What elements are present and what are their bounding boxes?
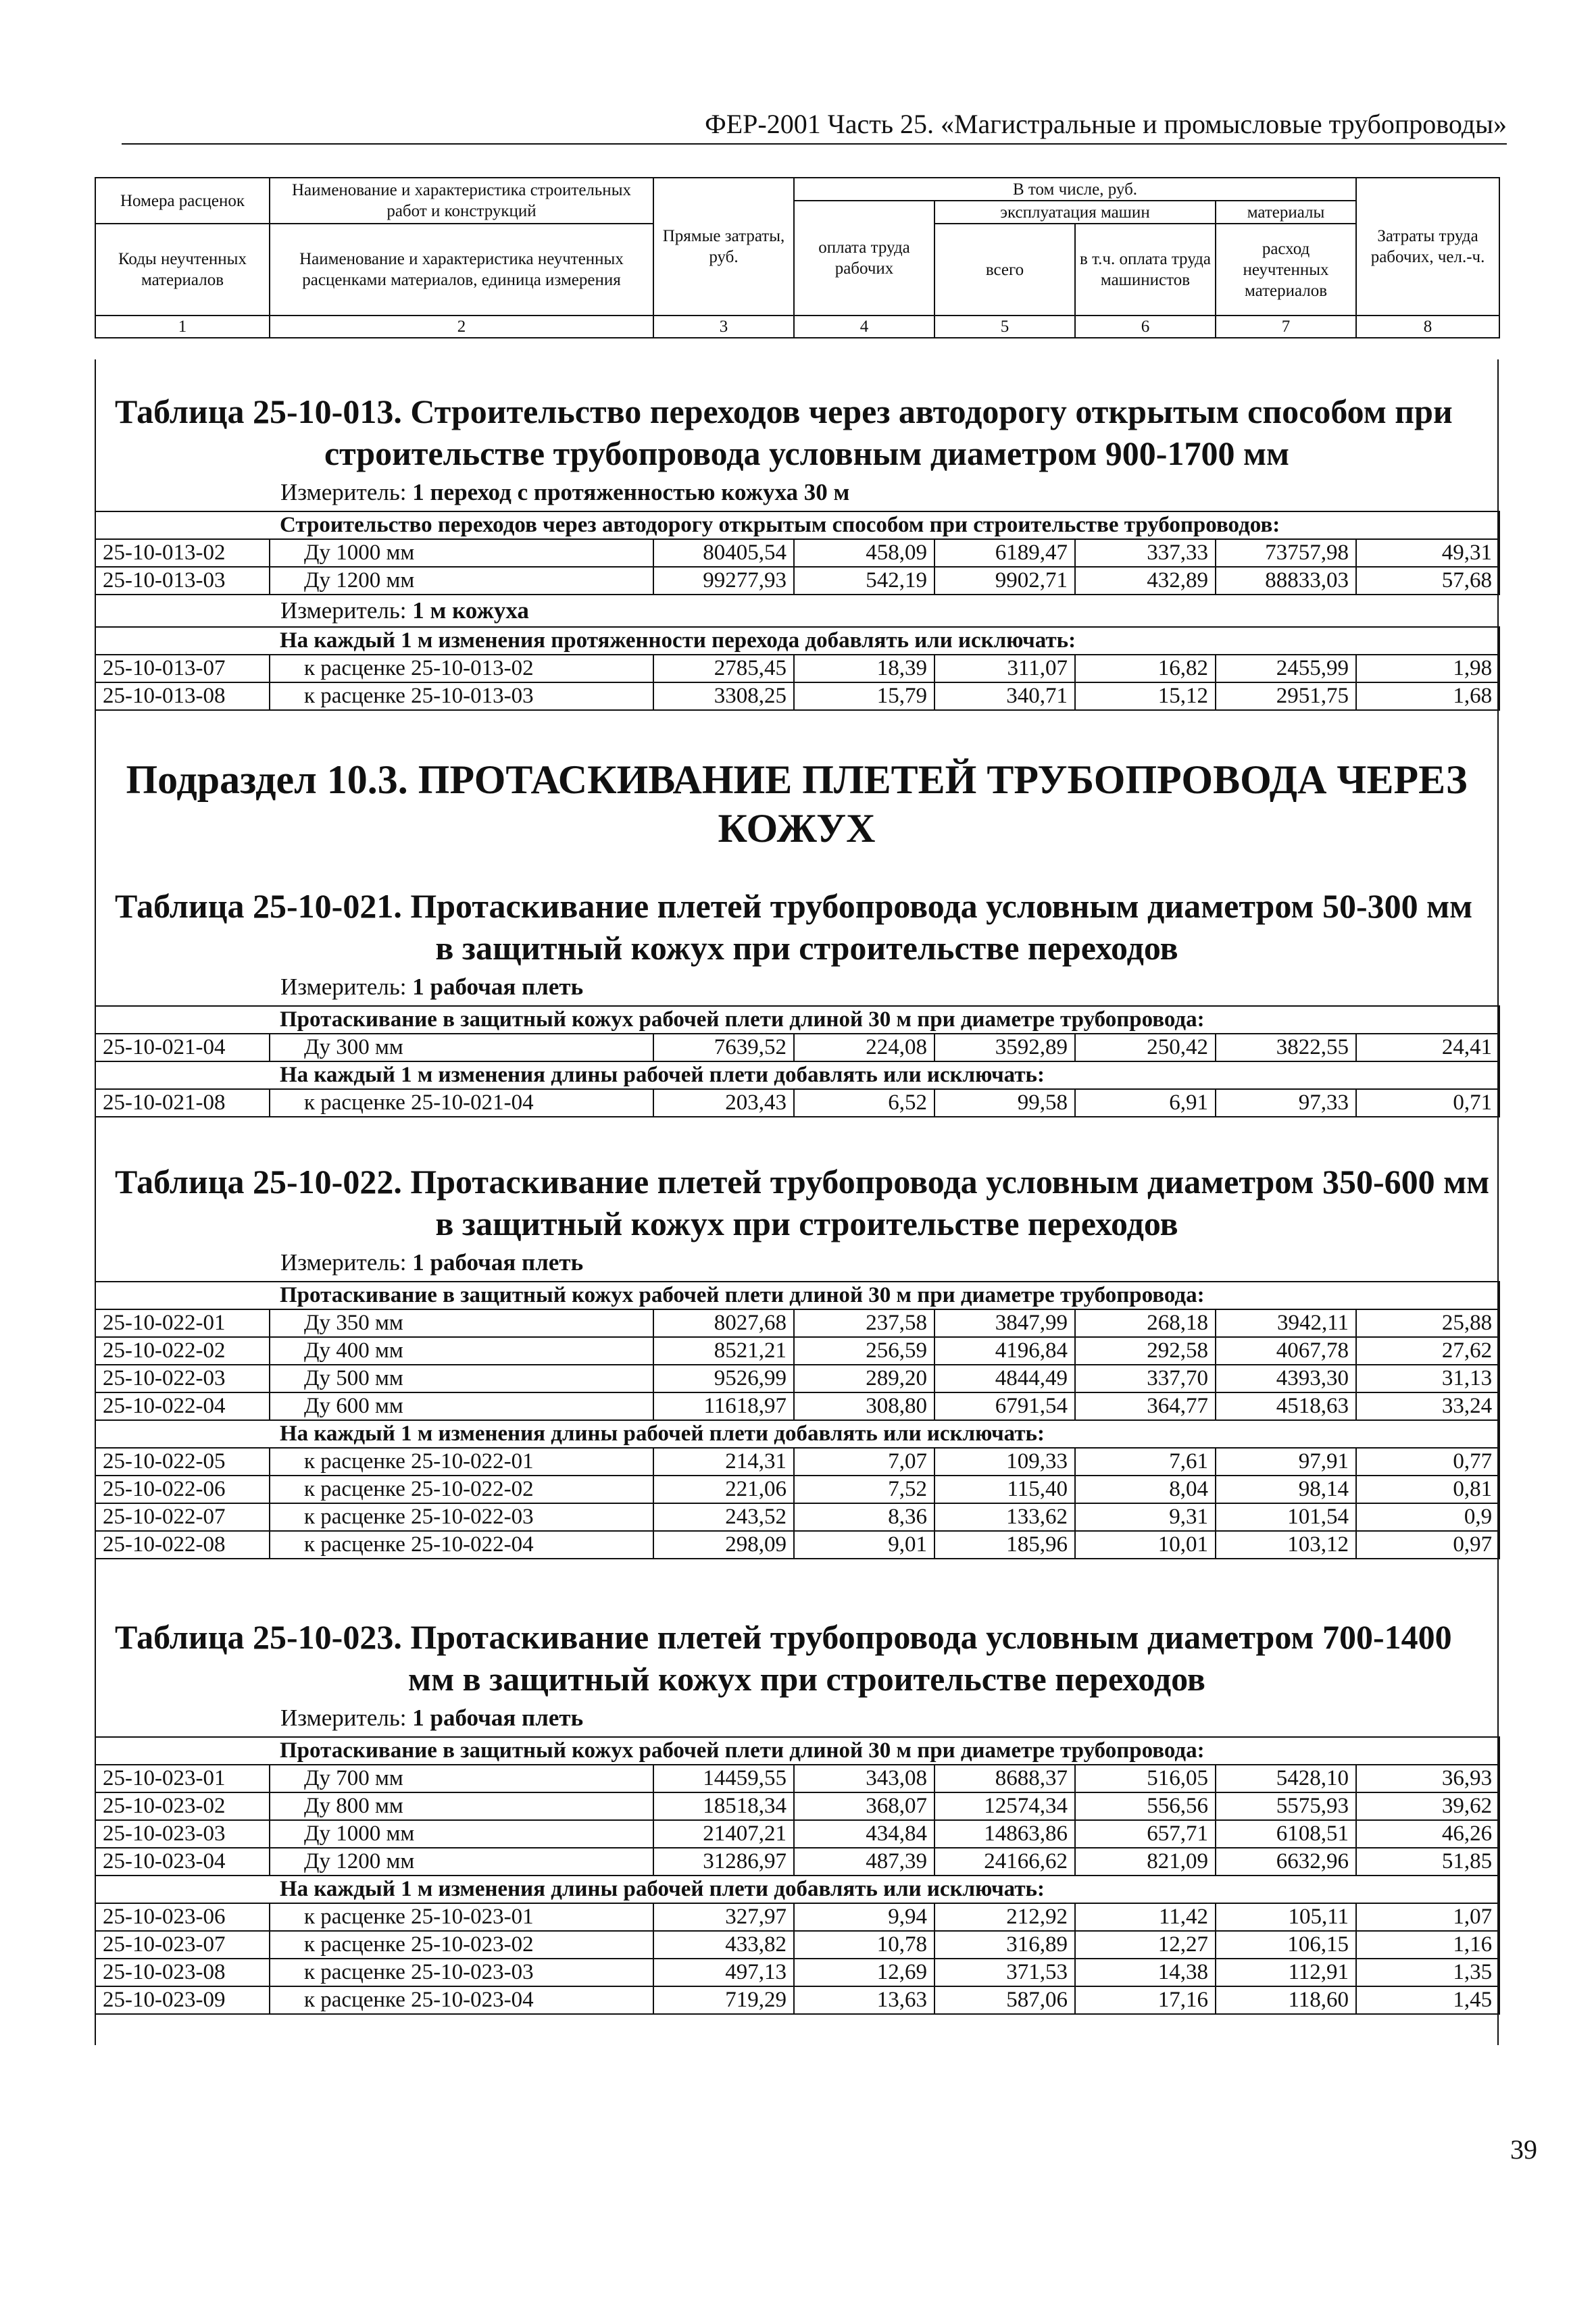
rate-code-cell: 25-10-022-04 xyxy=(95,1392,270,1420)
col-header-direct-cost: Прямые затраты, руб. xyxy=(653,178,794,316)
rate-code-cell: 25-10-022-03 xyxy=(95,1365,270,1392)
operators-wages-cell: 9,31 xyxy=(1075,1503,1216,1531)
material-use-cell: 112,91 xyxy=(1216,1959,1356,1986)
wages-cell: 18,39 xyxy=(794,655,934,682)
col-header-machines: эксплуатация машин xyxy=(934,201,1216,224)
labor-hours-cell: 0,77 xyxy=(1356,1448,1499,1476)
labor-hours-cell: 0,81 xyxy=(1356,1476,1499,1503)
table-row xyxy=(95,1903,1499,1931)
table-meter: Измеритель: 1 рабочая плеть xyxy=(280,1249,584,1276)
machines-total-cell: 99,58 xyxy=(934,1089,1075,1117)
rate-name-cell: Ду 350 мм xyxy=(270,1309,653,1337)
rates-table xyxy=(95,1736,1500,2015)
labor-hours-cell: 39,62 xyxy=(1356,1792,1499,1820)
rate-name-cell: Ду 1000 мм xyxy=(270,1820,653,1848)
machines-total-cell: 311,07 xyxy=(934,655,1075,682)
table-row xyxy=(95,1392,1499,1420)
running-header: ФЕР-2001 Часть 25. «Магистральные и промысловые трубопроводы» xyxy=(705,109,1507,139)
col-header-material-use: расход неучтенных материалов xyxy=(1216,224,1356,316)
machines-total-cell: 185,96 xyxy=(934,1531,1075,1559)
table-row xyxy=(95,1531,1499,1559)
material-use-cell: 103,12 xyxy=(1216,1531,1356,1559)
rate-name-cell: Ду 1200 мм xyxy=(270,1848,653,1876)
labor-hours-cell: 51,85 xyxy=(1356,1848,1499,1876)
operators-wages-cell: 432,89 xyxy=(1075,567,1216,595)
machines-total-cell: 8688,37 xyxy=(934,1765,1075,1792)
direct-cost-cell: 2785,45 xyxy=(653,655,794,682)
operators-wages-cell: 14,38 xyxy=(1075,1959,1216,1986)
labor-hours-cell: 49,31 xyxy=(1356,539,1499,567)
rate-name-cell: Ду 1000 мм xyxy=(270,539,653,567)
direct-cost-cell: 14459,55 xyxy=(653,1765,794,1792)
machines-total-cell: 340,71 xyxy=(934,682,1075,710)
direct-cost-cell: 3308,25 xyxy=(653,682,794,710)
wages-cell: 368,07 xyxy=(794,1792,934,1820)
wages-cell: 458,09 xyxy=(794,539,934,567)
group-header-row xyxy=(95,1282,1499,1309)
operators-wages-cell: 292,58 xyxy=(1075,1337,1216,1365)
operators-wages-cell: 12,27 xyxy=(1075,1931,1216,1959)
labor-hours-cell: 0,97 xyxy=(1356,1531,1499,1559)
table-row xyxy=(95,1931,1499,1959)
rate-code-cell: 25-10-023-09 xyxy=(95,1986,270,2014)
rate-name-cell: Ду 700 мм xyxy=(270,1765,653,1792)
header-rule xyxy=(122,143,1507,145)
rates-table xyxy=(95,511,1500,595)
table-row xyxy=(95,1792,1499,1820)
rate-code-cell: 25-10-023-04 xyxy=(95,1848,270,1876)
labor-hours-cell: 1,35 xyxy=(1356,1959,1499,1986)
col-number: 5 xyxy=(934,316,1075,338)
direct-cost-cell: 8027,68 xyxy=(653,1309,794,1337)
table-title: Таблица 25-10-021. Протаскивание плетей трубопровода условным диаметром 50-300 мм в защитный кожух при строительстве переходов xyxy=(115,887,1473,967)
direct-cost-cell: 327,97 xyxy=(653,1903,794,1931)
col-number: 3 xyxy=(653,316,794,338)
machines-total-cell: 3592,89 xyxy=(934,1034,1075,1061)
group-header-row xyxy=(95,1876,1499,1903)
material-use-cell: 4067,78 xyxy=(1216,1337,1356,1365)
rate-name-cell: к расценке 25-10-023-03 xyxy=(270,1959,653,1986)
machines-total-cell: 212,92 xyxy=(934,1903,1075,1931)
rate-name-cell: Ду 800 мм xyxy=(270,1792,653,1820)
table-25-10-013 xyxy=(95,391,1499,711)
rate-code-cell: 25-10-013-03 xyxy=(95,567,270,595)
group-header-row xyxy=(95,1006,1499,1034)
wages-cell: 13,63 xyxy=(794,1986,934,2014)
table-row xyxy=(95,1448,1499,1476)
col-number: 8 xyxy=(1356,316,1499,338)
col-number: 2 xyxy=(270,316,653,338)
material-use-cell: 88833,03 xyxy=(1216,567,1356,595)
rate-code-cell: 25-10-013-02 xyxy=(95,539,270,567)
table-row xyxy=(95,1986,1499,2014)
direct-cost-cell: 221,06 xyxy=(653,1476,794,1503)
rate-name-cell: к расценке 25-10-023-04 xyxy=(270,1986,653,2014)
table-meter: Измеритель: 1 рабочая плеть xyxy=(280,1705,584,1731)
table-25-10-021 xyxy=(95,885,1499,1117)
material-use-cell: 6108,51 xyxy=(1216,1820,1356,1848)
material-use-cell: 3942,11 xyxy=(1216,1309,1356,1337)
group-header: Строительство переходов через автодорогу открытым способом при строительстве трубопроводов: xyxy=(95,511,1499,539)
machines-total-cell: 4844,49 xyxy=(934,1365,1075,1392)
table-title: Таблица 25-10-013. Строительство переходов через автодорогу открытым способом при строительстве трубопровода условным диаметром 900-1700 мм xyxy=(115,393,1453,472)
table-row xyxy=(95,1337,1499,1365)
wages-cell: 10,78 xyxy=(794,1931,934,1959)
table-25-10-023 xyxy=(95,1616,1499,2015)
machines-total-cell: 6791,54 xyxy=(934,1392,1075,1420)
material-use-cell: 4518,63 xyxy=(1216,1392,1356,1420)
operators-wages-cell: 250,42 xyxy=(1075,1034,1216,1061)
wages-cell: 6,52 xyxy=(794,1089,934,1117)
wages-cell: 9,01 xyxy=(794,1531,934,1559)
operators-wages-cell: 268,18 xyxy=(1075,1309,1216,1337)
machines-total-cell: 115,40 xyxy=(934,1476,1075,1503)
labor-hours-cell: 33,24 xyxy=(1356,1392,1499,1420)
col-header-including: В том числе, руб. xyxy=(794,178,1356,201)
document-page xyxy=(95,0,1537,2314)
rates-table xyxy=(95,1281,1500,1559)
labor-hours-cell: 24,41 xyxy=(1356,1034,1499,1061)
rate-code-cell: 25-10-022-01 xyxy=(95,1309,270,1337)
labor-hours-cell: 1,68 xyxy=(1356,682,1499,710)
operators-wages-cell: 364,77 xyxy=(1075,1392,1216,1420)
machines-total-cell: 109,33 xyxy=(934,1448,1075,1476)
rate-name-cell: Ду 500 мм xyxy=(270,1365,653,1392)
rate-code-cell: 25-10-022-07 xyxy=(95,1503,270,1531)
wages-cell: 308,80 xyxy=(794,1392,934,1420)
column-header-table xyxy=(95,177,1500,338)
table-row xyxy=(95,1503,1499,1531)
direct-cost-cell: 298,09 xyxy=(653,1531,794,1559)
rate-code-cell: 25-10-021-08 xyxy=(95,1089,270,1117)
rate-code-cell: 25-10-021-04 xyxy=(95,1034,270,1061)
group-header: Протаскивание в защитный кожух рабочей плети длиной 30 м при диаметре трубопровода: xyxy=(95,1282,1499,1309)
rate-code-cell: 25-10-023-07 xyxy=(95,1931,270,1959)
rate-name-cell: к расценке 25-10-013-02 xyxy=(270,655,653,682)
operators-wages-cell: 17,16 xyxy=(1075,1986,1216,2014)
group-header: Протаскивание в защитный кожух рабочей плети длиной 30 м при диаметре трубопровода: xyxy=(95,1006,1499,1034)
machines-total-cell: 587,06 xyxy=(934,1986,1075,2014)
material-use-cell: 98,14 xyxy=(1216,1476,1356,1503)
table-row xyxy=(95,1848,1499,1876)
col-header-materials: материалы xyxy=(1216,201,1356,224)
material-use-cell: 2951,75 xyxy=(1216,682,1356,710)
rate-code-cell: 25-10-023-06 xyxy=(95,1903,270,1931)
operators-wages-cell: 15,12 xyxy=(1075,682,1216,710)
labor-hours-cell: 46,26 xyxy=(1356,1820,1499,1848)
direct-cost-cell: 8521,21 xyxy=(653,1337,794,1365)
table-meter: Измеритель: 1 м кожуха xyxy=(280,597,529,624)
rate-name-cell: Ду 300 мм xyxy=(270,1034,653,1061)
material-use-cell: 118,60 xyxy=(1216,1986,1356,2014)
table-row xyxy=(95,1089,1499,1117)
material-use-cell: 4393,30 xyxy=(1216,1365,1356,1392)
material-use-cell: 101,54 xyxy=(1216,1503,1356,1531)
rate-name-cell: Ду 600 мм xyxy=(270,1392,653,1420)
material-use-cell: 3822,55 xyxy=(1216,1034,1356,1061)
rate-code-cell: 25-10-022-08 xyxy=(95,1531,270,1559)
labor-hours-cell: 36,93 xyxy=(1356,1765,1499,1792)
table-title: Таблица 25-10-022. Протаскивание плетей трубопровода условным диаметром 350-600 мм в защитный кожух при строительстве переходов xyxy=(115,1163,1490,1242)
table-row xyxy=(95,1034,1499,1061)
wages-cell: 7,52 xyxy=(794,1476,934,1503)
direct-cost-cell: 719,29 xyxy=(653,1986,794,2014)
col-number: 1 xyxy=(95,316,270,338)
material-use-cell: 6632,96 xyxy=(1216,1848,1356,1876)
material-use-cell: 5428,10 xyxy=(1216,1765,1356,1792)
rate-name-cell: к расценке 25-10-022-03 xyxy=(270,1503,653,1531)
rate-code-cell: 25-10-023-08 xyxy=(95,1959,270,1986)
wages-cell: 487,39 xyxy=(794,1848,934,1876)
direct-cost-cell: 11618,97 xyxy=(653,1392,794,1420)
labor-hours-cell: 57,68 xyxy=(1356,567,1499,595)
col-number: 7 xyxy=(1216,316,1356,338)
group-header-row xyxy=(95,1061,1499,1089)
machines-total-cell: 316,89 xyxy=(934,1931,1075,1959)
rate-name-cell: Ду 400 мм xyxy=(270,1337,653,1365)
group-header-row xyxy=(95,1420,1499,1448)
operators-wages-cell: 657,71 xyxy=(1075,1820,1216,1848)
machines-total-cell: 371,53 xyxy=(934,1959,1075,1986)
operators-wages-cell: 516,05 xyxy=(1075,1765,1216,1792)
direct-cost-cell: 18518,34 xyxy=(653,1792,794,1820)
col-number: 4 xyxy=(794,316,934,338)
col-header-work-name: Наименование и характеристика строительных работ и конструкций xyxy=(270,178,653,224)
direct-cost-cell: 80405,54 xyxy=(653,539,794,567)
group-header: На каждый 1 м изменения длины рабочей плети добавлять или исключать: xyxy=(95,1876,1499,1903)
direct-cost-cell: 243,52 xyxy=(653,1503,794,1531)
operators-wages-cell: 6,91 xyxy=(1075,1089,1216,1117)
table-row xyxy=(95,1959,1499,1986)
group-header: На каждый 1 м изменения протяженности перехода добавлять или исключать: xyxy=(95,627,1499,655)
machines-total-cell: 4196,84 xyxy=(934,1337,1075,1365)
table-row xyxy=(95,567,1499,595)
col-header-material-codes: Коды неучтенных материалов xyxy=(95,224,270,316)
rate-code-cell: 25-10-013-08 xyxy=(95,682,270,710)
direct-cost-cell: 7639,52 xyxy=(653,1034,794,1061)
col-header-codes: Номера расценок xyxy=(95,178,270,224)
col-header-wages: оплата труда рабочих xyxy=(794,201,934,316)
machines-total-cell: 14863,86 xyxy=(934,1820,1075,1848)
rate-code-cell: 25-10-023-02 xyxy=(95,1792,270,1820)
labor-hours-cell: 31,13 xyxy=(1356,1365,1499,1392)
machines-total-cell: 6189,47 xyxy=(934,539,1075,567)
rate-code-cell: 25-10-022-06 xyxy=(95,1476,270,1503)
operators-wages-cell: 11,42 xyxy=(1075,1903,1216,1931)
rate-name-cell: к расценке 25-10-022-02 xyxy=(270,1476,653,1503)
rate-name-cell: к расценке 25-10-023-02 xyxy=(270,1931,653,1959)
machines-total-cell: 133,62 xyxy=(934,1503,1075,1531)
col-header-labor-hours: Затраты труда рабочих, чел.-ч. xyxy=(1356,178,1499,316)
rate-code-cell: 25-10-022-02 xyxy=(95,1337,270,1365)
wages-cell: 434,84 xyxy=(794,1820,934,1848)
wages-cell: 256,59 xyxy=(794,1337,934,1365)
machines-total-cell: 12574,34 xyxy=(934,1792,1075,1820)
group-header-row xyxy=(95,511,1499,539)
table-row xyxy=(95,1765,1499,1792)
operators-wages-cell: 16,82 xyxy=(1075,655,1216,682)
rate-name-cell: к расценке 25-10-022-04 xyxy=(270,1531,653,1559)
labor-hours-cell: 1,98 xyxy=(1356,655,1499,682)
labor-hours-cell: 25,88 xyxy=(1356,1309,1499,1337)
table-row xyxy=(95,1820,1499,1848)
table-row xyxy=(95,682,1499,710)
wages-cell: 289,20 xyxy=(794,1365,934,1392)
wages-cell: 15,79 xyxy=(794,682,934,710)
col-header-machines-total: всего xyxy=(934,224,1075,316)
rate-name-cell: к расценке 25-10-021-04 xyxy=(270,1089,653,1117)
rate-code-cell: 25-10-023-01 xyxy=(95,1765,270,1792)
rate-name-cell: к расценке 25-10-023-01 xyxy=(270,1903,653,1931)
table-row xyxy=(95,1309,1499,1337)
direct-cost-cell: 497,13 xyxy=(653,1959,794,1986)
operators-wages-cell: 7,61 xyxy=(1075,1448,1216,1476)
col-number: 6 xyxy=(1075,316,1216,338)
group-header: На каждый 1 м изменения длины рабочей плети добавлять или исключать: xyxy=(95,1061,1499,1089)
group-header: Протаскивание в защитный кожух рабочей плети длиной 30 м при диаметре трубопровода: xyxy=(95,1737,1499,1765)
table-row xyxy=(95,539,1499,567)
wages-cell: 9,94 xyxy=(794,1903,934,1931)
material-use-cell: 73757,98 xyxy=(1216,539,1356,567)
table-25-10-022 xyxy=(95,1161,1499,1559)
col-header-operators-wages: в т.ч. оплата труда машинистов xyxy=(1075,224,1216,316)
wages-cell: 12,69 xyxy=(794,1959,934,1986)
rate-code-cell: 25-10-023-03 xyxy=(95,1820,270,1848)
col-header-material-name: Наименование и характеристика неучтенных расценками материалов, единица измерения xyxy=(270,224,653,316)
rates-table xyxy=(95,626,1500,711)
rate-code-cell: 25-10-013-07 xyxy=(95,655,270,682)
wages-cell: 542,19 xyxy=(794,567,934,595)
group-header: На каждый 1 м изменения длины рабочей плети добавлять или исключать: xyxy=(95,1420,1499,1448)
direct-cost-cell: 31286,97 xyxy=(653,1848,794,1876)
operators-wages-cell: 821,09 xyxy=(1075,1848,1216,1876)
direct-cost-cell: 9526,99 xyxy=(653,1365,794,1392)
material-use-cell: 106,15 xyxy=(1216,1931,1356,1959)
material-use-cell: 97,33 xyxy=(1216,1089,1356,1117)
wages-cell: 7,07 xyxy=(794,1448,934,1476)
wages-cell: 224,08 xyxy=(794,1034,934,1061)
operators-wages-cell: 337,33 xyxy=(1075,539,1216,567)
material-use-cell: 5575,93 xyxy=(1216,1792,1356,1820)
wages-cell: 237,58 xyxy=(794,1309,934,1337)
operators-wages-cell: 337,70 xyxy=(1075,1365,1216,1392)
rate-name-cell: Ду 1200 мм xyxy=(270,567,653,595)
subsection-title: Подраздел 10.3. ПРОТАСКИВАНИЕ ПЛЕТЕЙ ТРУБОПРОВОДА ЧЕРЕЗ КОЖУХ xyxy=(126,757,1468,851)
table-row xyxy=(95,655,1499,682)
machines-total-cell: 9902,71 xyxy=(934,567,1075,595)
wages-cell: 343,08 xyxy=(794,1765,934,1792)
rates-table xyxy=(95,1005,1500,1117)
direct-cost-cell: 433,82 xyxy=(653,1931,794,1959)
group-header-row xyxy=(95,1737,1499,1765)
group-header-row xyxy=(95,627,1499,655)
direct-cost-cell: 21407,21 xyxy=(653,1820,794,1848)
operators-wages-cell: 10,01 xyxy=(1075,1531,1216,1559)
rate-code-cell: 25-10-022-05 xyxy=(95,1448,270,1476)
labor-hours-cell: 1,16 xyxy=(1356,1931,1499,1959)
operators-wages-cell: 8,04 xyxy=(1075,1476,1216,1503)
table-row xyxy=(95,1365,1499,1392)
page-number: 39 xyxy=(1510,2134,1537,2165)
material-use-cell: 2455,99 xyxy=(1216,655,1356,682)
labor-hours-cell: 1,45 xyxy=(1356,1986,1499,2014)
labor-hours-cell: 0,9 xyxy=(1356,1503,1499,1531)
direct-cost-cell: 214,31 xyxy=(653,1448,794,1476)
material-use-cell: 105,11 xyxy=(1216,1903,1356,1931)
direct-cost-cell: 203,43 xyxy=(653,1089,794,1117)
machines-total-cell: 3847,99 xyxy=(934,1309,1075,1337)
table-meter: Измеритель: 1 рабочая плеть xyxy=(280,974,584,1000)
material-use-cell: 97,91 xyxy=(1216,1448,1356,1476)
direct-cost-cell: 99277,93 xyxy=(653,567,794,595)
wages-cell: 8,36 xyxy=(794,1503,934,1531)
rate-name-cell: к расценке 25-10-013-03 xyxy=(270,682,653,710)
machines-total-cell: 24166,62 xyxy=(934,1848,1075,1876)
labor-hours-cell: 1,07 xyxy=(1356,1903,1499,1931)
operators-wages-cell: 556,56 xyxy=(1075,1792,1216,1820)
labor-hours-cell: 27,62 xyxy=(1356,1337,1499,1365)
table-meter: Измеритель: 1 переход с протяженностью кожуха 30 м xyxy=(280,479,850,505)
table-title: Таблица 25-10-023. Протаскивание плетей трубопровода условным диаметром 700-1400 мм в защитный кожух при строительстве переходов xyxy=(115,1618,1452,1698)
rate-name-cell: к расценке 25-10-022-01 xyxy=(270,1448,653,1476)
table-row xyxy=(95,1476,1499,1503)
labor-hours-cell: 0,71 xyxy=(1356,1089,1499,1117)
